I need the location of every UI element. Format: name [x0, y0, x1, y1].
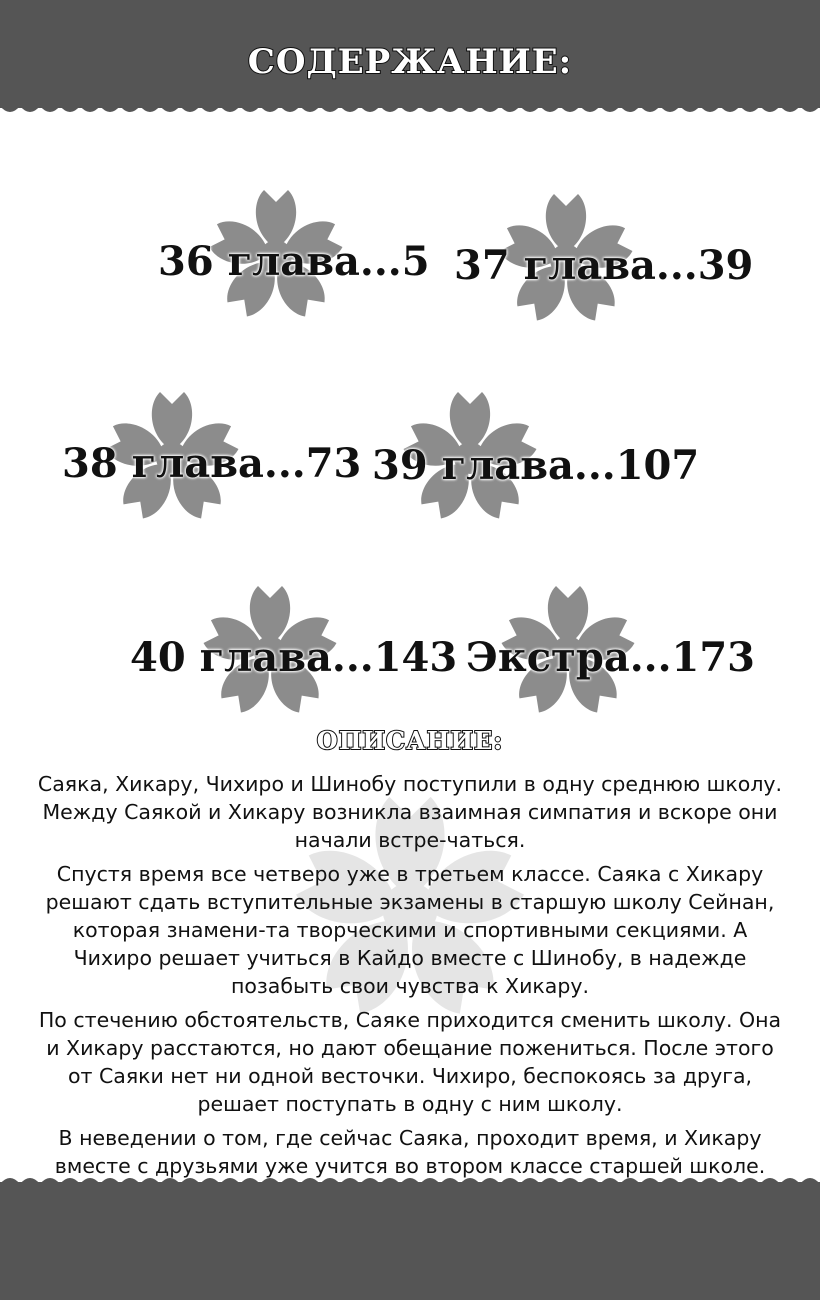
chapter-38-entry: 38 глава...73 [62, 440, 362, 487]
description-paragraph: Спустя время все четверо уже в третьем классе. Саяка с Хикару решают сдать вступительные экзамены в старшую школу Сейнан, которая знамени-та творческими и спортивными секциями. А Чихиро решает учиться в Кайдо вместе с Шинобу, в надежде позабыть свои чувства к Хикару. [45, 862, 775, 998]
description-paragraph: В неведении о том, где сейчас Саяка, проходит время, и Хикару вместе с друзьями уже учится во втором классе старшей школе. [54, 1126, 766, 1178]
chapter-36-entry: 36 глава...5 [158, 238, 430, 285]
description-title: ОПИСАНИЕ: [316, 726, 504, 755]
description-paragraph: Саяка, Хикару, Чихиро и Шинобу поступили в одну среднюю школу. Между Саякой и Хикару возникла взаимная симпатия и вскоре они начали встре-чаться. [37, 772, 783, 852]
chapter-37-entry: 37 глава...39 [454, 242, 754, 289]
chapter-39-entry: 39 глава...107 [372, 442, 700, 489]
header-scallop-edge [0, 98, 820, 120]
extra-chapter-entry: Экстра...173 [466, 634, 756, 681]
page-title: СОДЕРЖАНИЕ: [247, 42, 573, 82]
description-paragraph: По стечению обстоятельств, Саяке приходится сменить школу. Она и Хикару расстаются, но дают обещание пожениться. После этого от Саяки нет ни одной весточки. Чихиро, беспокоясь за друга, решает поступать в одну с ним школу. [38, 1008, 782, 1116]
chapter-40-entry: 40 глава...143 [130, 634, 458, 681]
footer-band [0, 1182, 820, 1300]
